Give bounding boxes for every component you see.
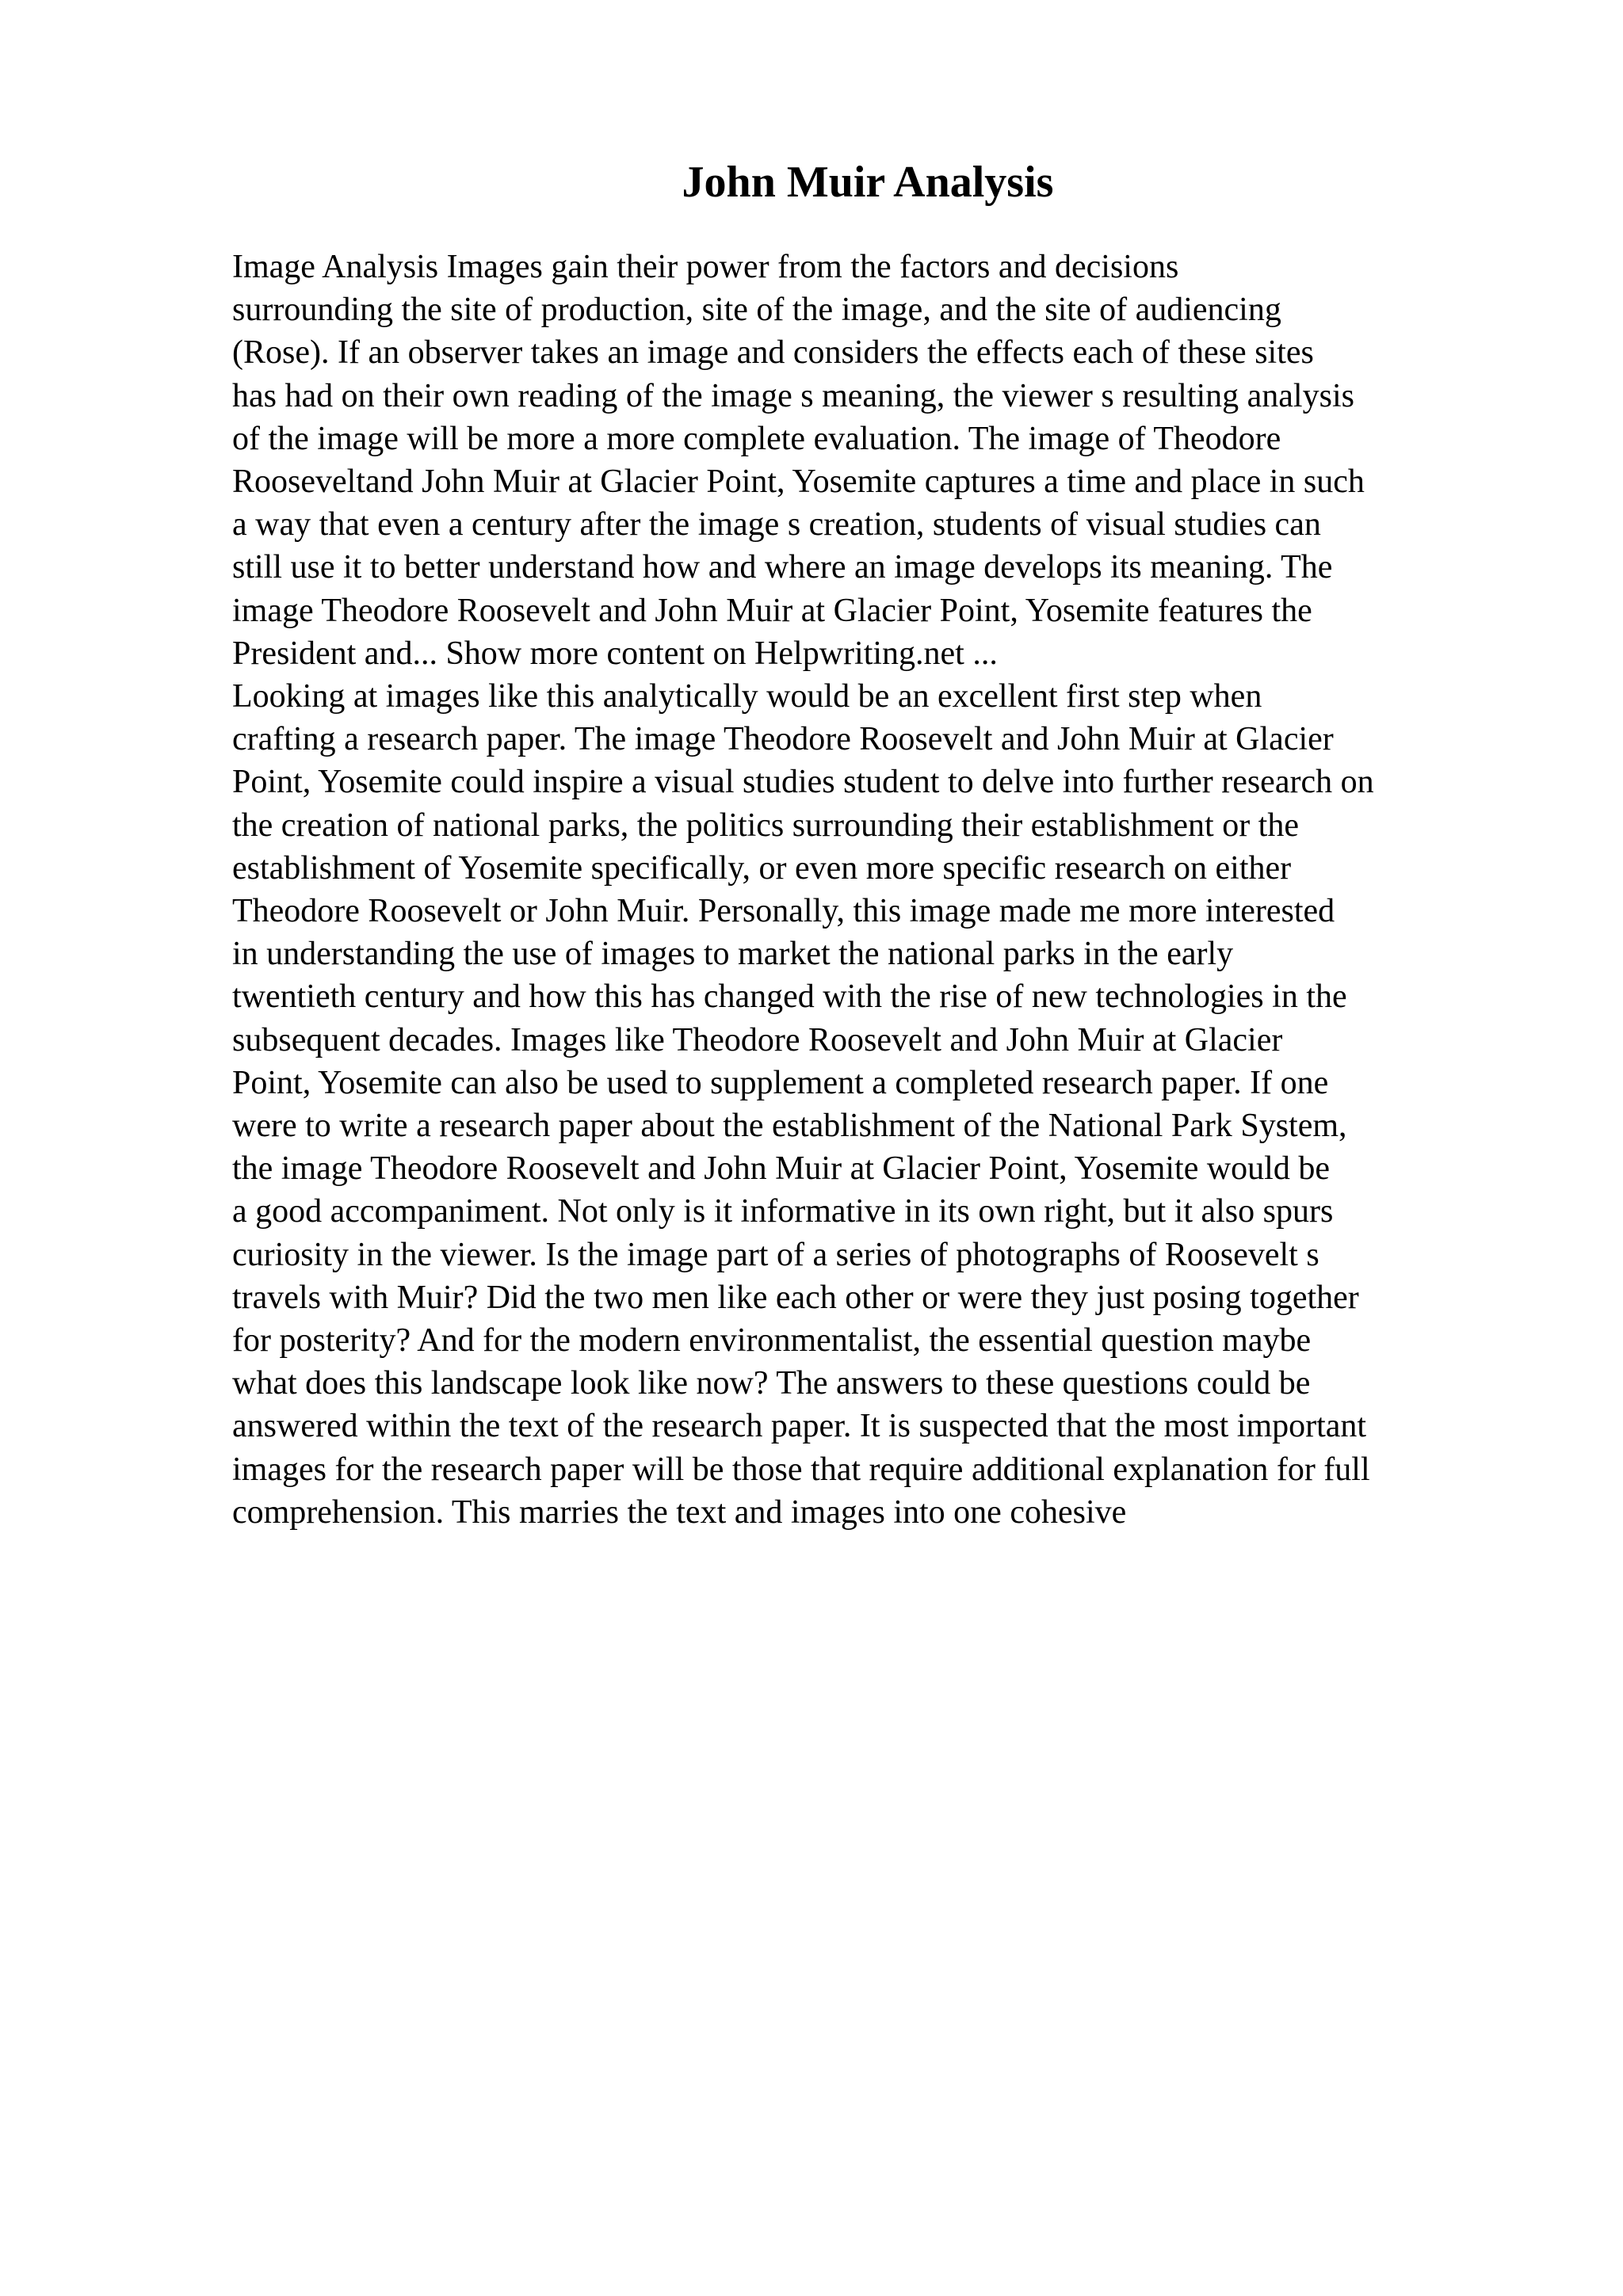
body-line: Point, Yosemite can also be used to supplement a completed research paper. If one — [232, 1064, 1329, 1101]
body-line: in understanding the use of images to market the national parks in the early — [232, 936, 1234, 973]
body-line: answered within the text of the research paper. It is suspected that the most important — [232, 1408, 1367, 1445]
body-line: has had on their own reading of the image s meaning, the viewer s resulting analysis — [232, 377, 1354, 414]
document-title: John Muir Analysis — [682, 158, 1054, 207]
body-line: Looking at images like this analytically would be an excellent first step when — [232, 678, 1262, 715]
body-line: surrounding the site of production, site of the image, and the site of audiencing — [232, 292, 1281, 329]
body-line: twentieth century and how this has changed with the rise of new technologies in the — [232, 978, 1347, 1016]
body-line: a good accompaniment. Not only is it informative in its own right, but it also spurs — [232, 1193, 1334, 1230]
body-line: were to write a research paper about the establishment of the National Park System, — [232, 1108, 1347, 1145]
document-body — [232, 246, 1532, 1534]
body-line: crafting a research paper. The image Theodore Roosevelt and John Muir at Glacier — [232, 721, 1334, 758]
body-line: the creation of national parks, the politics surrounding their establishment or the — [232, 807, 1299, 844]
body-line: (Rose). If an observer takes an image and considers the effects each of these sites — [232, 334, 1314, 372]
body-line: of the image will be more a more complete evaluation. The image of Theodore — [232, 420, 1281, 457]
body-line: comprehension. This marries the text and images into one cohesive — [232, 1493, 1127, 1531]
body-line: still use it to better understand how and where an image develops its meaning. The — [232, 549, 1333, 586]
body-line: Point, Yosemite could inspire a visual studies student to delve into further research on — [232, 764, 1374, 801]
body-line: image Theodore Roosevelt and John Muir at Glacier Point, Yosemite features the — [232, 592, 1312, 629]
body-line: curiosity in the viewer. Is the image part of a series of photographs of Roosevelt s — [232, 1236, 1319, 1273]
body-line: establishment of Yosemite specifically, or even more specific research on either — [232, 849, 1292, 887]
body-line: Image Analysis Images gain their power from the factors and decisions — [232, 249, 1179, 285]
body-line: images for the research paper will be those that require additional explanation for full — [232, 1451, 1370, 1488]
body-line: Theodore Roosevelt or John Muir. Personally, this image made me more interested — [232, 893, 1335, 930]
body-line: travels with Muir? Did the two men like each other or were they just posing together — [232, 1279, 1359, 1316]
body-line: President and... Show more content on Helpwriting.net ... — [232, 635, 998, 672]
body-line: Rooseveltand John Muir at Glacier Point, Yosemite captures a time and place in such — [232, 463, 1365, 501]
body-line: the image Theodore Roosevelt and John Muir at Glacier Point, Yosemite would be — [232, 1150, 1330, 1188]
body-line: for posterity? And for the modern environmentalist, the essential question maybe — [232, 1322, 1312, 1360]
body-line: what does this landscape look like now? The answers to these questions could be — [232, 1365, 1311, 1402]
body-line: subsequent decades. Images like Theodore Roosevelt and John Muir at Glacier — [232, 1021, 1283, 1058]
body-line: a way that even a century after the image s creation, students of visual studies can — [232, 506, 1321, 543]
